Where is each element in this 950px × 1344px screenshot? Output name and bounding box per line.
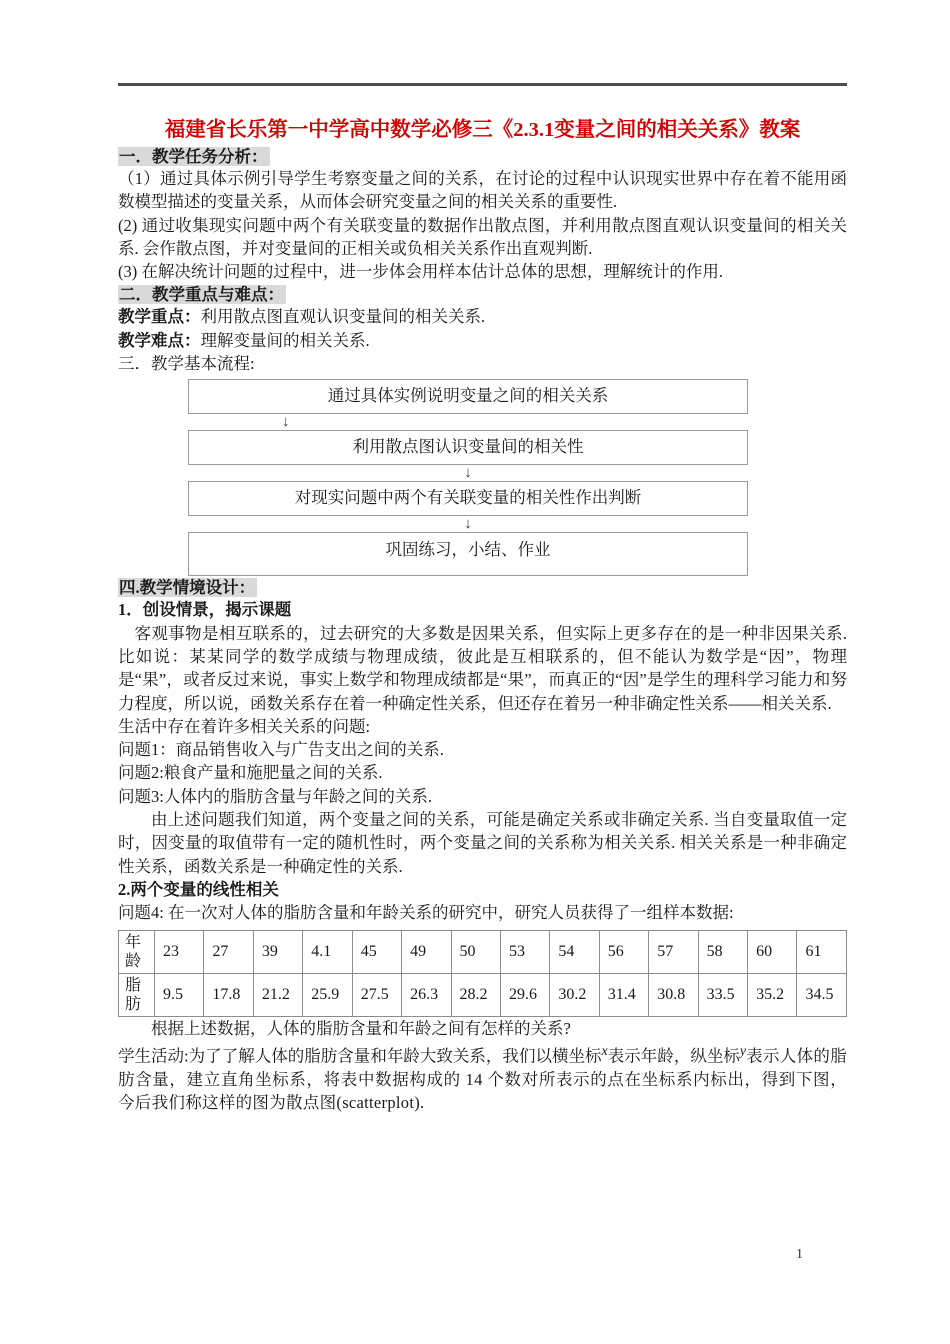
age-cell: 23 bbox=[155, 930, 204, 973]
row-header-age-char-1: 年 bbox=[125, 933, 142, 951]
age-cell: 49 bbox=[402, 930, 451, 973]
flowchart-box-2: 利用散点图认识变量间的相关性 bbox=[188, 430, 748, 465]
section-heading-4-text: 四.教学情境设计： bbox=[119, 578, 256, 598]
section-1-paragraph-1: （1）通过具体示例引导学生考察变量之间的关系，在讨论的过程中认识现实世界中存在着不能用函数模型描述的变量关系，从而体会研究变量之间的相关关系的重要性. bbox=[118, 169, 847, 212]
fat-cell: 35.2 bbox=[748, 973, 797, 1016]
fat-cell: 29.6 bbox=[500, 973, 549, 1016]
flowchart-arrow-3: ↓ bbox=[464, 516, 472, 533]
section-heading-2-text: 二．教学重点与难点： bbox=[119, 285, 284, 305]
age-cell: 58 bbox=[698, 930, 747, 973]
age-cell: 4.1 bbox=[303, 930, 352, 973]
row-header-age-char-2: 龄 bbox=[125, 952, 142, 970]
section-heading-2 bbox=[118, 284, 847, 305]
fat-cell: 9.5 bbox=[155, 973, 204, 1016]
flowchart-arrow-2: ↓ bbox=[464, 465, 472, 482]
subsection-heading-2: 2.两个变量的线性相关 bbox=[118, 879, 279, 899]
flowchart-box-1: 通过具体实例说明变量之间的相关关系 bbox=[188, 379, 748, 414]
fat-cell: 27.5 bbox=[352, 973, 401, 1016]
flowchart-box-3: 对现实问题中两个有关联变量的相关性作出判断 bbox=[188, 481, 748, 516]
section-heading-1 bbox=[118, 146, 847, 167]
fat-cell: 26.3 bbox=[402, 973, 451, 1016]
teaching-key-point bbox=[118, 305, 847, 328]
student-activity-middle: 表示年龄，纵坐标 bbox=[607, 1046, 740, 1066]
teaching-flowchart bbox=[118, 379, 847, 576]
age-cell: 27 bbox=[204, 930, 253, 973]
question-3: 问题3:人体内的脂肪含量与年龄之间的关系. bbox=[118, 786, 432, 806]
section-heading-4 bbox=[118, 577, 847, 598]
math-variable-y: y bbox=[739, 1043, 747, 1059]
after-table-question: 根据上述数据，人体的脂肪含量和年龄之间有怎样的关系? bbox=[151, 1018, 571, 1038]
fat-cell: 34.5 bbox=[797, 973, 847, 1016]
age-cell: 61 bbox=[797, 930, 847, 973]
question-4: 问题4: 在一次对人体的脂肪含量和年龄关系的研究中，研究人员获得了一组样本数据: bbox=[118, 903, 734, 923]
age-cell: 57 bbox=[649, 930, 698, 973]
fat-cell: 25.9 bbox=[303, 973, 352, 1016]
section-heading-1-text: 一．教学任务分析： bbox=[119, 147, 268, 166]
student-activity-suffix: 表示人体的脂肪含量，建立直角坐标系，将表中数据构成的 14 个数对所表示的点在坐标系内标出，得到下图，今后我们称这样的图为散点图(scatterplot). bbox=[118, 1046, 847, 1112]
teaching-key-point-label: 教学重点： bbox=[118, 307, 201, 327]
document-content bbox=[118, 118, 847, 1114]
row-header-age bbox=[119, 930, 155, 973]
subsection-heading-1: 1．创设情景，揭示课题 bbox=[118, 600, 292, 620]
teaching-key-point-text: 利用散点图直观认识变量间的相关关系. bbox=[200, 307, 486, 327]
section-1-paragraph-3: (3) 在解决统计问题的过程中，进一步体会用样本估计总体的思想，理解统计的作用. bbox=[118, 262, 723, 282]
student-activity-prefix: 学生活动:为了了解人体的脂肪含量和年龄大致关系，我们以横坐标 bbox=[118, 1046, 602, 1066]
fat-cell: 33.5 bbox=[698, 973, 747, 1016]
section-4-paragraph-1: 客观事物是相互联系的，过去研究的大多数是因果关系，但实际上更多存在的是一种非因果关系. 比如说：某某同学的数学成绩与物理成绩，彼此是互相联系的，但不能认为数学是“因”，物理是“果”，或者反过来说，事实上数学和物理成绩都是“果”，而真正的“因”是学生的理科学习能力和努力程度，所以说，函数关系存在着一种确定性关系，但还存在着另一种非确定性关系——相关关系. bbox=[118, 623, 847, 713]
sample-data-table bbox=[118, 930, 847, 1017]
age-cell: 54 bbox=[550, 930, 599, 973]
math-variable-x: x bbox=[601, 1043, 608, 1059]
fat-cell: 28.2 bbox=[451, 973, 500, 1016]
section-4-paragraph-3: 由上述问题我们知道，两个变量之间的关系，可能是确定关系或非确定关系. 当自变量取值一定时，因变量的取值带有一定的随机性时，两个变量之间的关系称为相关关系. 相关关系是一种非确定性关系，函数关系是一种确定性的关系. bbox=[118, 810, 848, 876]
student-activity-paragraph bbox=[118, 1040, 847, 1114]
age-cell: 60 bbox=[748, 930, 797, 973]
header-rule bbox=[118, 83, 847, 86]
flowchart-box-4: 巩固练习，小结、作业 bbox=[188, 532, 748, 576]
fat-cell: 31.4 bbox=[599, 973, 648, 1016]
teaching-difficulty bbox=[118, 329, 847, 352]
age-cell: 56 bbox=[599, 930, 648, 973]
section-1-paragraph-2: (2) 通过收集现实问题中两个有关联变量的数据作出散点图，并利用散点图直观认识变量间的相关关系. 会作散点图，并对变量间的正相关或负相关关系作出直观判断. bbox=[118, 215, 847, 258]
page-title: 福建省长乐第一中学高中数学必修三《2.3.1变量之间的相关关系》教案 bbox=[164, 119, 801, 141]
table-row-age bbox=[119, 930, 847, 973]
section-heading-3: 三．教学基本流程: bbox=[118, 354, 255, 374]
age-cell: 45 bbox=[352, 930, 401, 973]
age-cell: 50 bbox=[451, 930, 500, 973]
teaching-difficulty-text: 理解变量间的相关关系. bbox=[200, 330, 370, 350]
sample-data-table-body bbox=[119, 930, 847, 1016]
question-1: 问题1：商品销售收入与广告支出之间的关系. bbox=[118, 740, 444, 760]
row-header-fat-char-1: 脂 bbox=[125, 976, 142, 994]
flowchart-arrow-1: ↓ bbox=[282, 414, 290, 431]
fat-cell: 30.8 bbox=[649, 973, 698, 1016]
fat-cell: 17.8 bbox=[204, 973, 253, 1016]
row-header-fat-char-2: 肪 bbox=[125, 995, 142, 1013]
row-header-fat bbox=[119, 973, 155, 1016]
fat-cell: 21.2 bbox=[253, 973, 302, 1016]
age-cell: 53 bbox=[500, 930, 549, 973]
fat-cell: 30.2 bbox=[550, 973, 599, 1016]
page-number: 1 bbox=[796, 1247, 803, 1262]
teaching-difficulty-label: 教学难点： bbox=[118, 330, 201, 350]
table-row-fat bbox=[119, 973, 847, 1016]
question-2: 问题2:粮食产量和施肥量之间的关系. bbox=[118, 763, 383, 783]
age-cell: 39 bbox=[253, 930, 302, 973]
section-4-paragraph-2: 生活中存在着许多相关关系的问题: bbox=[118, 716, 371, 736]
